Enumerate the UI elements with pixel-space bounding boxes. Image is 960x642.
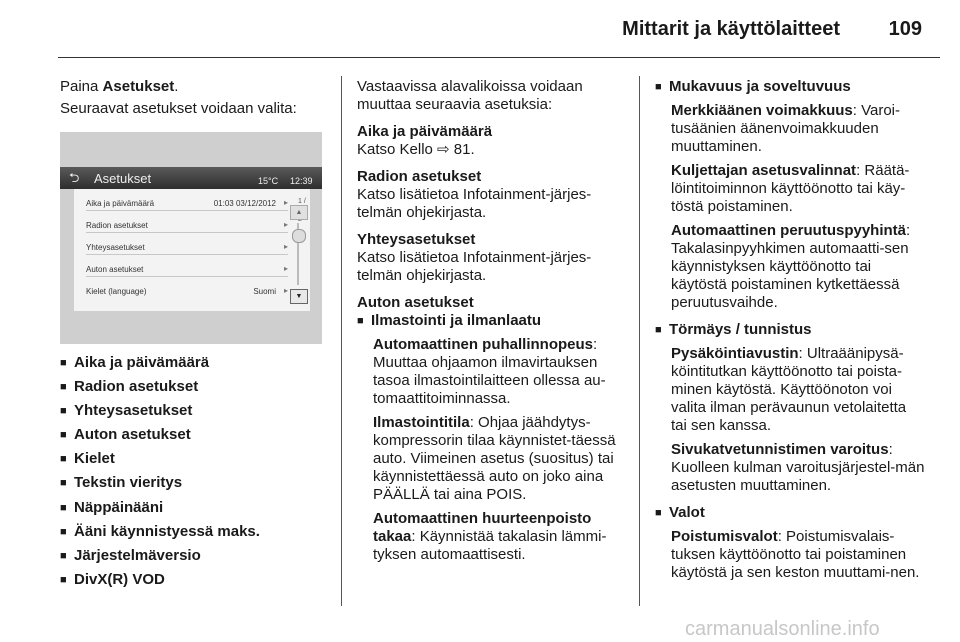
list-item: ■ Kielet <box>60 450 330 468</box>
setting-description <box>655 441 925 495</box>
chevron-right-icon: ▸ <box>283 264 288 273</box>
row-label: Kielet (language) <box>86 287 147 296</box>
chapter-title: Mittarit ja käyttölaitteet <box>622 18 840 40</box>
settings-bullet-list <box>60 354 330 589</box>
settings-screenshot <box>60 132 322 344</box>
row-label: Aika ja päivämäärä <box>86 199 155 208</box>
screenshot-temperature: 15°C <box>258 176 279 186</box>
setting-name: Automaattinen huurteenpoisto takaa <box>373 510 592 545</box>
chevron-right-icon: ▸ <box>283 242 288 251</box>
setting-name: Automaattinen puhallinnopeus <box>373 336 593 353</box>
setting-name: Merkkiäänen voimakkuus <box>671 102 853 119</box>
setting-name: Automaattinen peruutuspyyhintä <box>671 222 907 239</box>
intro-suffix: . <box>174 78 179 95</box>
section-heading: Radion asetukset <box>357 168 482 185</box>
screenshot-row <box>86 189 288 211</box>
row-value: 01:03 03/12/2012 <box>213 199 276 208</box>
setting-text: : Varoi-tusäänien äänenvoimakkuuden muuttaminen. <box>671 102 900 155</box>
screenshot-title-bar <box>60 167 322 189</box>
list-item: ■ Tekstin vieritys <box>60 474 330 492</box>
subsection-heading: ■ Törmäys / tunnistus <box>655 321 925 339</box>
screenshot-row <box>86 255 288 277</box>
subsection-heading: ■ Ilmastointi ja ilmanlaatu <box>357 312 629 330</box>
setting-name: Pysäköintiavustin <box>671 345 799 362</box>
page-header <box>0 0 960 64</box>
back-arrow-icon: ⮌ <box>69 170 80 185</box>
screenshot-page-indicator: 1 / <box>298 198 306 205</box>
setting-name: Ilmastointitila <box>373 414 470 431</box>
setting-name: Kuljettajan asetusvalinnat <box>671 162 857 179</box>
setting-description <box>655 162 925 216</box>
list-item: ■ Järjestelmäversio <box>60 547 330 565</box>
list-item: ■ Auton asetukset <box>60 426 330 444</box>
setting-description <box>655 345 925 435</box>
setting-description <box>357 510 629 564</box>
setting-text: : Muuttaa ohjaamon ilmavirtauksen tasoa ilmastointilaitteen ollessa au-tomaattitoiminnassa. <box>373 336 606 407</box>
screenshot-row <box>86 233 288 255</box>
subsection-heading: ■ Valot <box>655 504 925 522</box>
column-2 <box>357 78 629 564</box>
list-item: ■ Radion asetukset <box>60 378 330 396</box>
setting-text: : Käynnistää takalasin lämmi-tyksen automaattisesti. <box>373 528 607 563</box>
setting-name: Sivukatvetunnistimen varoitus <box>671 441 889 458</box>
subsection-heading: ■ Mukavuus ja soveltuvuus <box>655 78 925 96</box>
scroll-knob <box>292 229 306 243</box>
row-label: Auton asetukset <box>86 265 144 274</box>
column-1 <box>60 78 330 595</box>
setting-name: Poistumisvalot <box>671 528 778 545</box>
intro-text: Vastaavissa alavalikoissa voidaan muuttaa seuraavia asetuksia: <box>357 78 583 113</box>
chevron-right-icon: ▸ <box>283 198 288 207</box>
setting-description <box>655 528 925 582</box>
setting-description <box>655 222 925 312</box>
intro-prefix: Paina <box>60 78 103 95</box>
scroll-up-icon: ▲ <box>290 205 308 220</box>
column-3 <box>655 78 925 582</box>
intro-line-2: Seuraavat asetukset voidaan valita: <box>60 100 297 117</box>
page-number: 109 <box>888 18 922 40</box>
setting-text: : Ohjaa jäähdytys-kompressorin tilaa käynnistet-täessä auto. Viimeinen asetus (suositus) tai käynnistettäessä auto on joko aina PÄÄLLÄ tai aina POIS. <box>373 414 616 503</box>
setting-text: : Takalasinpyyhkimen automaatti-sen käynnistyksen käyttöönotto tai käytöstä poistaminen kytkettäessä peruutusvaihde. <box>671 222 911 311</box>
intro-bold: Asetukset <box>102 78 175 95</box>
section-text: Katso Kello ⇨ 81. <box>357 141 475 158</box>
list-item: ■ Näppäinääni <box>60 499 330 517</box>
list-item: ■ Aika ja päivämäärä <box>60 354 330 372</box>
setting-text: : Ultraäänipysä-köintitutkan käyttöönotto tai poista-minen käytöstä. Käyttöönoton voi valita ilman perävaunun vetolaitetta tai sen kanssa. <box>671 345 907 434</box>
row-label: Radion asetukset <box>86 221 148 230</box>
setting-description <box>655 102 925 156</box>
setting-description <box>357 414 629 504</box>
header-rule <box>58 57 940 58</box>
column-divider-1 <box>341 76 342 606</box>
setting-text: : Kuolleen kulman varoitusjärjestel-män asetusten muuttaminen. <box>671 441 925 494</box>
list-item: ■ Yhteysasetukset <box>60 402 330 420</box>
list-item: ■ DivX(R) VOD <box>60 571 330 589</box>
chevron-right-icon: ▸ <box>283 220 288 229</box>
section-heading: Yhteysasetukset <box>357 231 476 248</box>
scroll-down-icon: ▼ <box>290 289 308 304</box>
row-value: Suomi <box>253 287 276 296</box>
screenshot-menu-panel <box>74 189 310 311</box>
watermark: carmanualsonline.info <box>685 618 880 640</box>
chevron-right-icon: ▸ <box>283 286 288 295</box>
screenshot-row <box>86 277 288 298</box>
row-label: Yhteysasetukset <box>86 243 145 252</box>
section-heading: Aika ja päivämäärä <box>357 123 493 140</box>
setting-text: : Poistumisvalais-tuksen käyttöönotto tai poistaminen käytöstä ja sen keston muuttami-nen. <box>671 528 920 581</box>
section-heading: Auton asetukset <box>357 294 474 311</box>
list-item: ■ Ääni käynnistyessä maks. <box>60 523 330 541</box>
intro-line <box>60 78 330 96</box>
setting-description <box>357 336 629 408</box>
screenshot-time: 12:39 <box>290 176 313 186</box>
section-text: Katso lisätietoa Infotainment-järjes-telmän ohjekirjasta. <box>357 249 592 284</box>
section-text: Katso lisätietoa Infotainment-järjes-telmän ohjekirjasta. <box>357 186 592 221</box>
screenshot-title: Asetukset <box>94 171 152 186</box>
screenshot-row <box>86 211 288 233</box>
setting-text: : Räätä-löintitoiminnon käyttöönotto tai käy-töstä poistaminen. <box>671 162 910 215</box>
column-divider-2 <box>639 76 640 606</box>
